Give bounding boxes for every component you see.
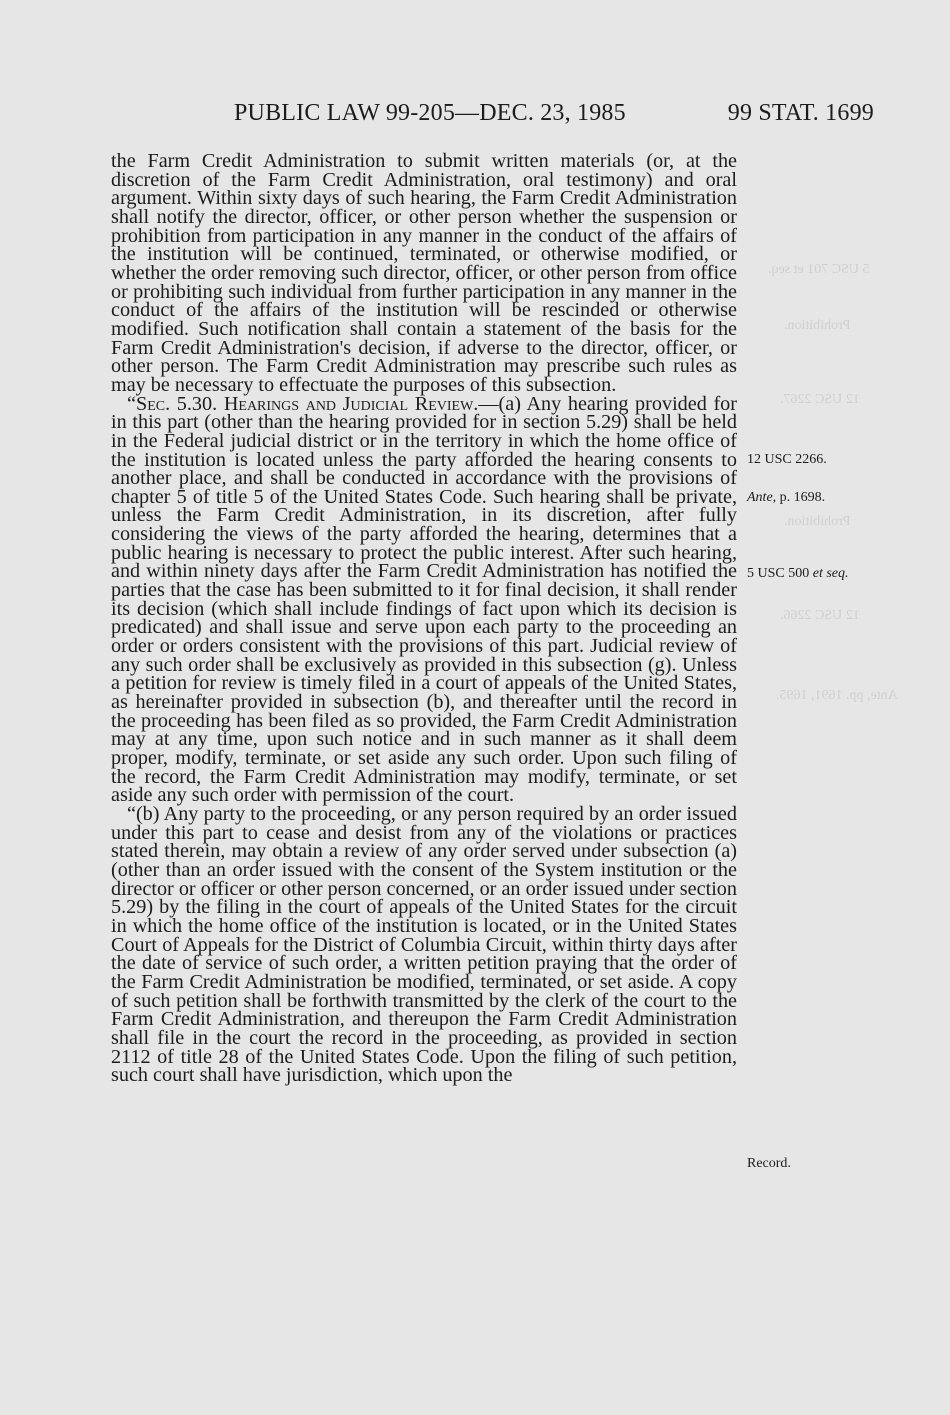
open-quote: “ — [127, 392, 136, 415]
paragraph-sec-5-30 — [111, 392, 738, 807]
bleed-through-note: 5 USC 701 et seq. — [768, 262, 870, 277]
margin-note-record: Record. — [747, 1156, 791, 1171]
margin-note-12-usc-2266: 12 USC 2266. — [747, 452, 827, 467]
section-number: 5.30. — [170, 392, 224, 415]
body-text — [111, 152, 737, 1085]
section-body: —(a) Any hearing provided for in this part (other than the hearing provided for in section 5.29) shall be held in the Federal judicial district or in the territory in which the home office of the institution is located unless the party afforded the hearing consents to another place, and shall be conducted in accordance with the provisions of chapter 5 of title 5 of the United States Code. Such hearing shall be private, unless the Farm Credit Administration, in its discretion, after fully considering the views of the party afforded the hearing, determines that a public hearing is necessary to protect the public interest. After such hearing, and within ninety days after the Farm Credit Administration has notified the parties that the case has been submitted to it for final decision, it shall render its decision (which shall include findings of fact upon which its decision is predicated) and shall issue and serve upon each party to the proceeding an order or orders consistent with the provisions of this part. Judicial review of any such order shall be exclusively as provided in this subsection (g). Unless a petition for review is timely filed in a court of appeals of the United States, as hereinafter provided in subsection (b), and thereafter until the record in the proceeding has been filed as so provided, the Farm Credit Administration may at any time, upon such notice and in such manner as it shall deem proper, modify, terminate, or set aside any such order. Upon such filing of the record, the Farm Credit Administration may modify, terminate, or set aside any such order with permission of the court. — [111, 392, 738, 807]
bleed-through-note: 12 USC 2267. — [780, 392, 860, 407]
section-heading: Hearings and Judicial Review. — [223, 392, 479, 415]
paragraph-subsection-b: “(b) Any party to the proceeding, or any person required by an order issued under this part to cease and desist from any of the violations or practices stated therein, may obtain a review of any order served under subsection (a) (other than an order issued with the consent of the System institution or the director or officer or other person concerned, or an order issued under section 5.29) by the filing in the court of appeals of the United States for the circuit in which the home office of the institution is located, or in the United States Court of Appeals for the District of Columbia Circuit, within thirty days after the date of service of such order, a written petition praying that the order of the Farm Credit Administration be modified, terminated, or set aside. A copy of such petition shall be forthwith transmitted by the clerk of the court to the Farm Credit Administration, and thereupon the Farm Credit Administration shall file in the court the record in the proceeding, as provided in section 2112 of title 28 of the United States Code. Upon the filing of such petition, such court shall have jurisdiction, which upon the — [111, 802, 737, 1087]
section-label: Sec. — [135, 392, 171, 415]
bleed-through-note: 12 USC 2266. — [780, 608, 860, 623]
bleed-through-note: Prohibition. — [784, 514, 851, 529]
margin-note-ante-1698: Ante, p. 1698. — [747, 490, 826, 505]
bleed-through-note: Ante, pp. 1691, 1695. — [776, 688, 898, 703]
bleed-through-note: Prohibition. — [784, 318, 851, 333]
margin-note-5-usc-500: 5 USC 500 et seq. — [747, 566, 849, 581]
paragraph-continuation: the Farm Credit Administration to submit written materials (or, at the discretion of the Farm Credit Administration, oral testimony) and oral argument. Within sixty days of such hearing, the Farm Credit Administration shall notify the director, officer, or other person whether the suspension or prohibition from participation in any manner in the conduct of the affairs of the institution will be continued, terminated, or otherwise modified, or whether the order removing such director, officer, or other person from office or prohibiting such individual from further participation in any manner in the conduct of the affairs of the institution will be rescinded or otherwise modified. Such notification shall contain a statement of the basis for the Farm Credit Administration's decision, if adverse to the director, officer, or other person. The Farm Credit Administration may prescribe such rules as may be necessary to effectuate the purposes of this subsection. — [111, 150, 737, 396]
running-head-title: PUBLIC LAW 99-205—DEC. 23, 1985 — [234, 100, 626, 126]
running-head — [0, 100, 950, 140]
statute-page-number: 99 STAT. 1699 — [727, 100, 874, 126]
